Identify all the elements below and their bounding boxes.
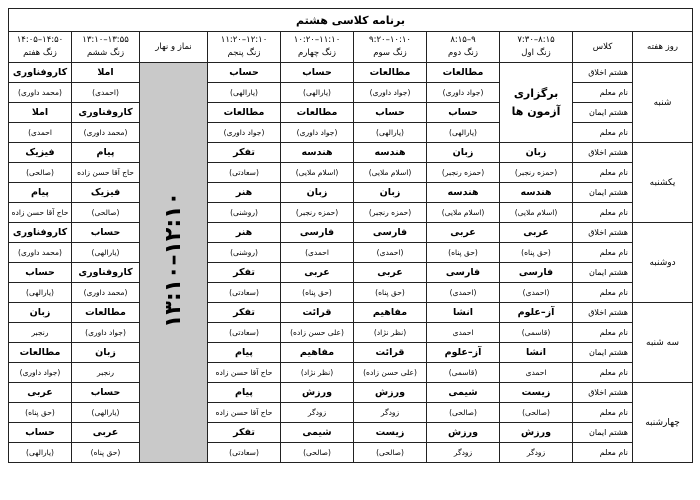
subject-cell: مطالعات bbox=[9, 343, 72, 363]
teacher-cell: حاج آقا حسن زاده bbox=[208, 403, 281, 423]
teacher-cell: (صالحی) bbox=[72, 203, 140, 223]
subject-cell: زبان bbox=[9, 303, 72, 323]
subject-cell: انشا bbox=[500, 343, 573, 363]
subject-cell: مطالعات bbox=[72, 303, 140, 323]
schedule-row bbox=[9, 203, 693, 223]
subject-cell: ورزش bbox=[281, 383, 354, 403]
period-time: ۱۳:۵۵–۱۳:۱۰ bbox=[82, 35, 129, 45]
subject-cell: زیست bbox=[354, 423, 427, 443]
subject-cell: کاروفناوری bbox=[72, 263, 140, 283]
schedule-row bbox=[9, 343, 693, 363]
subject-cell: فارسی bbox=[427, 263, 500, 283]
teacher-cell: (یارالهی) bbox=[72, 243, 140, 263]
subject-cell: زبان bbox=[354, 183, 427, 203]
teacher-cell: (روشنی) bbox=[208, 203, 281, 223]
subject-cell: فیزیک bbox=[72, 183, 140, 203]
subject-cell: زبان bbox=[72, 343, 140, 363]
teacher-cell: (محمد داوری) bbox=[9, 83, 72, 103]
class-label: نام معلم bbox=[573, 203, 633, 223]
subject-cell: مطالعات bbox=[281, 103, 354, 123]
subject-cell: پیام bbox=[9, 183, 72, 203]
subject-cell: پیام bbox=[208, 343, 281, 363]
teacher-cell: حاج آقا حسن زاده bbox=[9, 203, 72, 223]
teacher-cell: (حمزه رنجبر) bbox=[354, 203, 427, 223]
teacher-cell: (محمد داوری) bbox=[9, 243, 72, 263]
teacher-cell: (صالحی) bbox=[354, 443, 427, 463]
period-name: زنگ سوم bbox=[373, 48, 407, 58]
subject-cell: زبان bbox=[281, 183, 354, 203]
subject-cell: عربی bbox=[281, 263, 354, 283]
class-label: هشتم ایمان bbox=[573, 263, 633, 283]
class-label: هشتم اخلاق bbox=[573, 383, 633, 403]
subject-cell: هنر bbox=[208, 183, 281, 203]
teacher-cell: (حمزه رنجبر) bbox=[427, 163, 500, 183]
subject-cell: آز–علوم bbox=[500, 303, 573, 323]
subject-cell: املا bbox=[72, 63, 140, 83]
schedule-row bbox=[9, 443, 693, 463]
subject-cell: پیام bbox=[208, 383, 281, 403]
subject-cell: حساب bbox=[72, 383, 140, 403]
period-header-4 bbox=[281, 32, 354, 63]
class-label: هشتم ایمان bbox=[573, 183, 633, 203]
period-time: ۱۴:۵۰–۱۴:۰۵ bbox=[16, 35, 64, 45]
teacher-cell: (حمزه رنجبر) bbox=[500, 163, 573, 183]
teacher-cell: (حق پناه) bbox=[72, 443, 140, 463]
teacher-cell: رنجبر bbox=[72, 363, 140, 383]
teacher-cell: (اسلام ملایی) bbox=[427, 203, 500, 223]
class-label: نام معلم bbox=[573, 243, 633, 263]
class-label: هشتم اخلاق bbox=[573, 223, 633, 243]
subject-cell: کاروفناوری bbox=[9, 223, 72, 243]
subject-cell: هندسه bbox=[500, 183, 573, 203]
subject-cell: مطالعات bbox=[354, 63, 427, 83]
merged-exam-label: برگزاری آزمون ها bbox=[511, 86, 561, 118]
teacher-cell: (سعادتی) bbox=[208, 323, 281, 343]
day-label: یکشنبه bbox=[633, 143, 693, 223]
subject-cell: هندسه bbox=[281, 143, 354, 163]
subject-cell: تفکر bbox=[208, 303, 281, 323]
teacher-cell: زودگر bbox=[500, 443, 573, 463]
subject-cell: حساب bbox=[72, 223, 140, 243]
teacher-cell: (جواد داوری) bbox=[9, 363, 72, 383]
teacher-cell: (احمدی) bbox=[500, 283, 573, 303]
class-label: نام معلم bbox=[573, 403, 633, 423]
subject-cell: فارسی bbox=[500, 263, 573, 283]
subject-cell: حساب bbox=[354, 103, 427, 123]
teacher-cell: (سعادتی) bbox=[208, 163, 281, 183]
period-time: ۱۰:۱۰–۹:۲۰ bbox=[369, 35, 411, 45]
teacher-cell: احمدی) bbox=[9, 123, 72, 143]
prayer-header: نماز و نهار bbox=[140, 32, 208, 63]
teacher-cell: احمدی) bbox=[281, 243, 354, 263]
teacher-cell: زودگر bbox=[281, 403, 354, 423]
teacher-cell: (احمدی) bbox=[354, 243, 427, 263]
schedule-row bbox=[9, 403, 693, 423]
schedule-row bbox=[9, 323, 693, 343]
teacher-cell: رنجبر bbox=[9, 323, 72, 343]
subject-cell: فیزیک bbox=[9, 143, 72, 163]
schedule-sheet bbox=[8, 8, 692, 492]
teacher-cell: (حق پناه) bbox=[281, 283, 354, 303]
teacher-cell: (یارالهی) bbox=[281, 83, 354, 103]
schedule-row bbox=[9, 123, 693, 143]
class-label: هشتم ایمان bbox=[573, 423, 633, 443]
subject-cell: تفکر bbox=[208, 143, 281, 163]
teacher-cell: (حق پناه) bbox=[354, 283, 427, 303]
teacher-cell: (جواد داوری) bbox=[354, 83, 427, 103]
subject-cell: مفاهیم bbox=[281, 343, 354, 363]
period-header-2 bbox=[427, 32, 500, 63]
teacher-cell: (قاسمی) bbox=[427, 363, 500, 383]
teacher-cell: (نظر نژاد) bbox=[281, 363, 354, 383]
teacher-cell: (جواد داوری) bbox=[72, 323, 140, 343]
subject-cell: حساب bbox=[427, 103, 500, 123]
teacher-cell: (حق پناه) bbox=[500, 243, 573, 263]
exam-cell bbox=[500, 63, 573, 143]
teacher-cell: (صالحی) bbox=[500, 403, 573, 423]
subject-cell: مفاهیم bbox=[354, 303, 427, 323]
period-name: زنگ دوم bbox=[448, 48, 478, 58]
teacher-cell: (یارالهی) bbox=[208, 83, 281, 103]
teacher-cell: زودگر bbox=[354, 403, 427, 423]
subject-cell: عربی bbox=[500, 223, 573, 243]
teacher-cell: (نظر نژاد) bbox=[354, 323, 427, 343]
subject-cell: عربی bbox=[427, 223, 500, 243]
schedule-row bbox=[9, 183, 693, 203]
teacher-cell: (قاسمی) bbox=[500, 323, 573, 343]
subject-cell: تفکر bbox=[208, 263, 281, 283]
subject-cell: عربی bbox=[354, 263, 427, 283]
subject-cell: شیمی bbox=[281, 423, 354, 443]
schedule-row bbox=[9, 163, 693, 183]
teacher-cell: (جواد داوری) bbox=[208, 123, 281, 143]
subject-cell: مطالعات bbox=[208, 103, 281, 123]
subject-cell: ورزش bbox=[500, 423, 573, 443]
class-label: هشتم اخلاق bbox=[573, 303, 633, 323]
schedule-row bbox=[9, 83, 693, 103]
class-label: نام معلم bbox=[573, 363, 633, 383]
class-label: نام معلم bbox=[573, 163, 633, 183]
teacher-cell: (سعادتی) bbox=[208, 443, 281, 463]
subject-cell: هندسه bbox=[354, 143, 427, 163]
subject-cell: تفکر bbox=[208, 423, 281, 443]
class-label: هشتم اخلاق bbox=[573, 143, 633, 163]
teacher-cell: (محمد داوری) bbox=[72, 123, 140, 143]
teacher-cell: (یارالهی) bbox=[427, 123, 500, 143]
subject-cell: حساب bbox=[9, 423, 72, 443]
header-row bbox=[9, 32, 693, 63]
teacher-cell: (علی حسن زاده) bbox=[354, 363, 427, 383]
subject-cell: انشا bbox=[427, 303, 500, 323]
schedule-row bbox=[9, 283, 693, 303]
schedule-row bbox=[9, 303, 693, 323]
day-label: سه شنبه bbox=[633, 303, 693, 383]
teacher-cell: حاج آقا حسن زاده bbox=[72, 163, 140, 183]
subject-cell: حساب bbox=[281, 63, 354, 83]
period-time: ۱۱:۱۰–۱۰:۲۰ bbox=[293, 35, 341, 45]
period-name: زنگ اول bbox=[521, 48, 551, 58]
class-label: نام معلم bbox=[573, 323, 633, 343]
teacher-cell: (علی حسن زاده) bbox=[281, 323, 354, 343]
class-label: نام معلم bbox=[573, 123, 633, 143]
teacher-cell: (یارالهی) bbox=[9, 283, 72, 303]
schedule-row bbox=[9, 423, 693, 443]
subject-cell: کاروفناوری bbox=[9, 63, 72, 83]
teacher-cell: (صالحی) bbox=[9, 163, 72, 183]
teacher-cell: (احمدی) bbox=[72, 83, 140, 103]
schedule-row bbox=[9, 263, 693, 283]
teacher-cell: (اسلام ملایی) bbox=[281, 163, 354, 183]
teacher-cell: (روشنی) bbox=[208, 243, 281, 263]
period-time: ۱۲:۱۰–۱۱:۲۰ bbox=[220, 35, 268, 45]
teacher-cell: (صالحی) bbox=[427, 403, 500, 423]
teacher-cell: احمدی bbox=[427, 323, 500, 343]
teacher-cell: حاج آقا حسن زاده bbox=[208, 363, 281, 383]
class-label: هشتم ایمان bbox=[573, 103, 633, 123]
teacher-cell: زودگر bbox=[427, 443, 500, 463]
period-name: زنگ هفتم bbox=[23, 48, 57, 58]
subject-cell: شیمی bbox=[427, 383, 500, 403]
subject-cell: مطالعات bbox=[427, 63, 500, 83]
subject-cell: هندسه bbox=[427, 183, 500, 203]
teacher-cell: (صالحی) bbox=[281, 443, 354, 463]
teacher-cell: (حمزه رنجبر) bbox=[281, 203, 354, 223]
teacher-cell: (محمد داوری) bbox=[72, 283, 140, 303]
teacher-cell: (حق پناه) bbox=[427, 243, 500, 263]
subject-cell: فارسی bbox=[354, 223, 427, 243]
subject-cell: قرائت bbox=[281, 303, 354, 323]
subject-cell: ورزش bbox=[354, 383, 427, 403]
period-header-6 bbox=[72, 32, 140, 63]
day-header: روز هفته bbox=[633, 32, 693, 63]
teacher-cell: (جواد داوری) bbox=[427, 83, 500, 103]
class-label: هشتم ایمان bbox=[573, 343, 633, 363]
schedule-row bbox=[9, 363, 693, 383]
break-cell bbox=[140, 63, 208, 463]
schedule-body bbox=[9, 9, 693, 463]
period-header-1 bbox=[500, 32, 573, 63]
schedule-row bbox=[9, 243, 693, 263]
subject-cell: عربی bbox=[72, 423, 140, 443]
period-name: زنگ پنجم bbox=[227, 48, 261, 58]
subject-cell: زبان bbox=[500, 143, 573, 163]
subject-cell: املا bbox=[9, 103, 72, 123]
break-time-text: ۱۲:۱۰–۱۳:۱۰ bbox=[161, 192, 187, 329]
class-label: نام معلم bbox=[573, 443, 633, 463]
schedule-row bbox=[9, 63, 693, 83]
teacher-cell: (اسلام ملایی) bbox=[500, 203, 573, 223]
class-label: نام معلم bbox=[573, 83, 633, 103]
schedule-row bbox=[9, 103, 693, 123]
subject-cell: فارسی bbox=[281, 223, 354, 243]
period-time: ۹–۸:۱۵ bbox=[450, 35, 476, 45]
subject-cell: پیام bbox=[72, 143, 140, 163]
teacher-cell: (جواد داوری) bbox=[281, 123, 354, 143]
teacher-cell: (یارالهی) bbox=[9, 443, 72, 463]
subject-cell: حساب bbox=[208, 63, 281, 83]
subject-cell: زیست bbox=[500, 383, 573, 403]
subject-cell: حساب bbox=[9, 263, 72, 283]
teacher-cell: (یارالهی) bbox=[354, 123, 427, 143]
teacher-cell: (سعادتی) bbox=[208, 283, 281, 303]
teacher-cell: (حق پناه) bbox=[9, 403, 72, 423]
class-label: نام معلم bbox=[573, 283, 633, 303]
subject-cell: عربی bbox=[9, 383, 72, 403]
teacher-cell: (اسلام ملایی) bbox=[354, 163, 427, 183]
period-name: زنگ چهارم bbox=[298, 48, 336, 58]
schedule-row bbox=[9, 383, 693, 403]
class-header: کلاس bbox=[573, 32, 633, 63]
subject-cell: زبان bbox=[427, 143, 500, 163]
teacher-cell: (احمدی) bbox=[427, 283, 500, 303]
period-header-5 bbox=[208, 32, 281, 63]
period-name: زنگ ششم bbox=[86, 48, 125, 58]
schedule-table bbox=[8, 8, 693, 463]
teacher-cell: احمدی bbox=[500, 363, 573, 383]
period-header-3 bbox=[354, 32, 427, 63]
day-label: شنبه bbox=[633, 63, 693, 143]
period-header-7 bbox=[9, 32, 72, 63]
period-time: ۸:۱۵–۷:۳۰ bbox=[517, 35, 555, 45]
subject-cell: کاروفناوری bbox=[72, 103, 140, 123]
class-label: هشتم اخلاق bbox=[573, 63, 633, 83]
day-label: دوشنبه bbox=[633, 223, 693, 303]
subject-cell: هنر bbox=[208, 223, 281, 243]
subject-cell: ورزش bbox=[427, 423, 500, 443]
subject-cell: قرائت bbox=[354, 343, 427, 363]
schedule-row bbox=[9, 223, 693, 243]
page-title: برنامه کلاسی هشتم bbox=[9, 9, 693, 32]
schedule-row bbox=[9, 143, 693, 163]
subject-cell: آز–علوم bbox=[427, 343, 500, 363]
teacher-cell: (یارالهی) bbox=[72, 403, 140, 423]
day-label: چهارشنبه bbox=[633, 383, 693, 463]
